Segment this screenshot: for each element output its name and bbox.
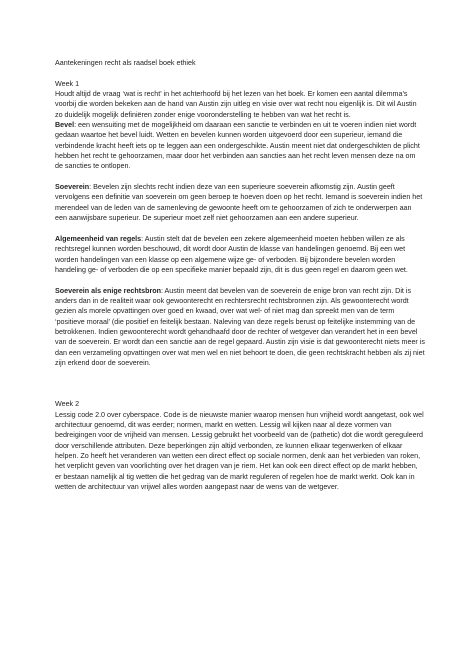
algemeenheid-term: Algemeenheid van regels bbox=[55, 234, 142, 243]
soeverein-text: : Bevelen zijn slechts recht indien deze van een superieure soeverein afkomstig zijn. Austin geeft vervolgens een definitie van soeverein om geen beroep te hoeven doen op het recht. Iemand is soeverein indien het merendeel van de leden van de samenleving de gewoonte heeft om te gehoorzamen of zich te onderwerpen aan een aanwijsbare superieur. De superieur moet zelf niet gehoorzamen aan een andere superieur. bbox=[55, 183, 423, 223]
rechtsbron-text: : Austin meent dat bevelen van de soeverein de enige bron van recht zijn. Dit is anders dan in de realiteit waar ook gewoonterecht en rechtersrecht rechtsbronnen zijn. Als gewoonterecht wordt gezien als morele opvattingen over goed en kwaad, over wat wel- of niet mag dan spreekt men van de term ‘positieve moraal’ (die positief en feitelijk bestaan. Naleving van deze regels berust op feitelijke instemming van de betrokkenen. Indien gewoonterecht wordt gehandhaafd door de rechter of wetgever dan verandert het in een bevel van de soeverein. Er wordt dan een sanctie aan de regel gepaard. Austin zijn visie is dat gewoonterecht niets meer is dan een verzameling opvattingen over wat men wel en niet behoort te doen, die geen rechtskracht hebben als zij niet zijn erkend door de soeverein. bbox=[55, 286, 425, 367]
week-2-heading: Week 2 bbox=[55, 400, 80, 409]
week-2-paragraph: Lessig code 2.0 over cyberspace. Code is de nieuwste manier waarop mensen hun vrijheid wordt aangetast, ook wel architectuur genoemd, dit was eerder; normen, markt en wetten. Lessig wil kijken naar al deze vormen van bedreigingen voor de vrijheid van mensen. Lessig gebruikt het voorbeeld van de (pathetic) dot die wordt gereguleerd door verschillende attributen. Deze beperkingen zijn altijd verbonden, ze kunnen elkaar tegenwerken of elkaar helpen. Zo heeft het veranderen van wetten een direct effect op sociale normen, denk aan het verbieden van roken, het verplicht geven van voorlichting over het dragen van je riem. Het kan ook een direct effect op de markt hebben, er bestaan namelijk al tig wetten die het gedrag van de markt reguleren of regelen hoe de markt werkt. Ook kan in wetten de architectuur van vrijwel alles worden aangepast naar de wens van de wetgever. bbox=[55, 410, 424, 492]
week-1-heading: Week 1 bbox=[55, 79, 80, 88]
bevel-text: : een wensuiting met de mogelijkheid om daaraan een sanctie te verbinden en uit te voeren indien niet wordt gedaan waartoe het bevel luidt. Wetten en bevelen kunnen worden uitgevoerd door een superieur, iemand die verbindende kracht heeft iets op te leggen aan een ondergeschikte. Austin meent niet dat ondergeschikten de plicht hebben het recht te gehoorzamen, maar door het verbinden aan sancties aan het recht leven mensen deze na om de sancties te ontlopen. bbox=[55, 121, 420, 171]
rechtsbron-term: Soeverein als enige rechtsbron bbox=[55, 286, 161, 295]
rechtsbron-paragraph bbox=[55, 286, 425, 369]
soeverein-paragraph bbox=[55, 182, 425, 223]
bevel-paragraph bbox=[55, 120, 425, 172]
soeverein-term: Soeverein bbox=[55, 183, 90, 192]
bevel-term: Bevel bbox=[55, 121, 75, 130]
document-page bbox=[55, 58, 425, 503]
algemeenheid-paragraph bbox=[55, 234, 425, 275]
document-title: Aantekeningen recht als raadsel boek ethiek bbox=[55, 59, 196, 67]
section-spacer bbox=[55, 379, 425, 400]
algemeenheid-text: : Austin stelt dat de bevelen een zekere algemeenheid moeten hebben willen ze als rechtsregel kunnen worden beschouwd, dit wordt door Austin de klasse van handelingen genoemd. Bij een wet worden handelingen van een klasse op een algemene wijze ge- of verboden. Bij bijzondere bevelen worden handeling ge- of verboden die op een specifieke manier bepaald zijn, dit is dus geen regel en daarom geen wet. bbox=[55, 234, 408, 274]
week-1-intro: Houdt altijd de vraag ‘wat is recht’ in het achterhoofd bij het lezen van het boek. Er komen een aantal dilemma’s voorbij die worden bekeken aan de hand van Austin zijn uitleg en visie over wat recht nou eigenlijk is. Dit wil Austin zo duidelijk mogelijk definiëren zonder enige vooronderstelling te hebben van wat het recht is. bbox=[55, 90, 417, 119]
